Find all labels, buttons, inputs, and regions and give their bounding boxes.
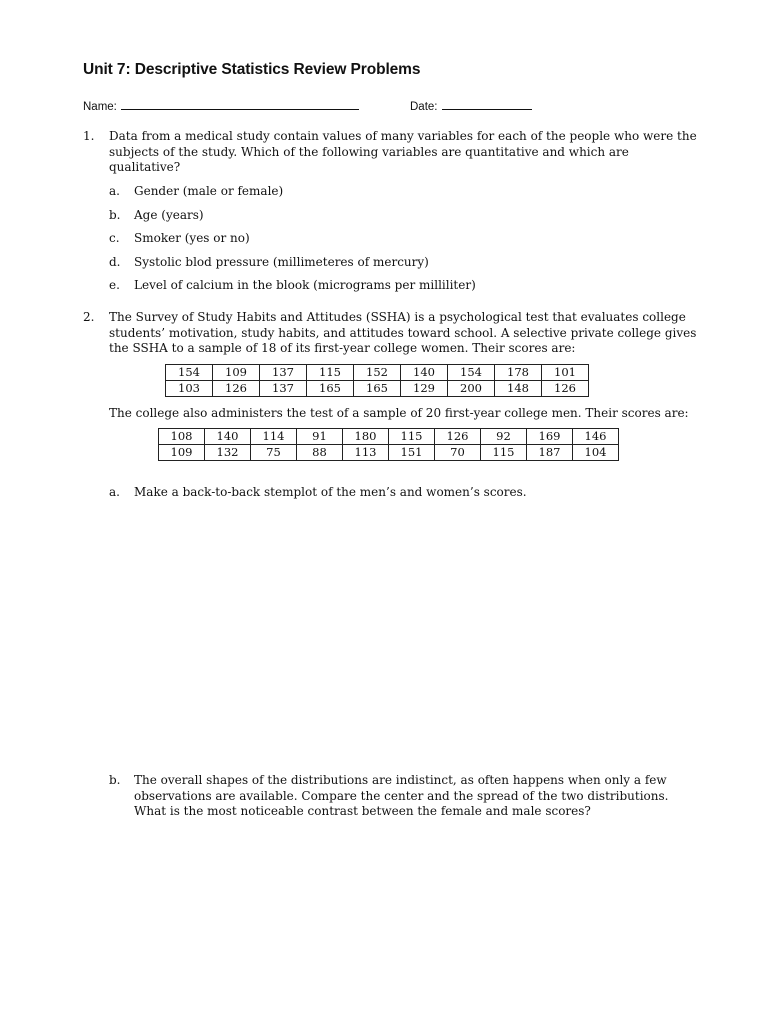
- table-cell: 187: [527, 445, 573, 461]
- table-row: [159, 445, 619, 461]
- table-cell: 126: [435, 429, 481, 445]
- item-letter: a.: [109, 184, 120, 198]
- question-text: Data from a medical study contain values of many variables for each of the people who were the subjects of the study. Which of the following variables are quantitative and which are qualitative?: [109, 129, 697, 174]
- item-letter: a.: [109, 485, 120, 499]
- table-cell: 126: [542, 381, 589, 397]
- table-cell: 200: [448, 381, 495, 397]
- q2-item-b: [109, 773, 689, 820]
- item-letter: e.: [109, 278, 120, 292]
- table-cell: 154: [448, 365, 495, 381]
- men-intro-text: The college also administers the test of a sample of 20 first-year college men. Their scores are:: [109, 406, 689, 420]
- item-letter: d.: [109, 255, 121, 269]
- table-cell: 113: [343, 445, 389, 461]
- table-cell: 109: [159, 445, 205, 461]
- question-number: 2.: [83, 310, 95, 324]
- item-text: Smoker (yes or no): [134, 231, 250, 245]
- table-cell: 101: [542, 365, 589, 381]
- table-cell: 178: [495, 365, 542, 381]
- table-cell: 137: [260, 365, 307, 381]
- table-row: [159, 429, 619, 445]
- table-cell: 103: [166, 381, 213, 397]
- date-field: [410, 98, 532, 113]
- table-cell: 92: [481, 429, 527, 445]
- table-cell: 165: [354, 381, 401, 397]
- table-cell: 152: [354, 365, 401, 381]
- table-cell: 70: [435, 445, 481, 461]
- table-cell: 88: [297, 445, 343, 461]
- table-cell: 151: [389, 445, 435, 461]
- item-letter: c.: [109, 231, 120, 245]
- table-cell: 154: [166, 365, 213, 381]
- table-cell: 148: [495, 381, 542, 397]
- table-row: [166, 365, 589, 381]
- table-cell: 115: [481, 445, 527, 461]
- item-text: Make a back-to-back stemplot of the men’s and women’s scores.: [134, 485, 527, 499]
- item-text: Level of calcium in the blook (micrograms per milliliter): [134, 278, 476, 292]
- question-2: [83, 310, 703, 357]
- table-cell: 115: [307, 365, 354, 381]
- table-cell: 140: [205, 429, 251, 445]
- table-cell: 129: [401, 381, 448, 397]
- table-cell: 137: [260, 381, 307, 397]
- name-blank-line[interactable]: [121, 98, 359, 110]
- item-text: Gender (male or female): [134, 184, 284, 198]
- item-text: Systolic blod pressure (millimeteres of mercury): [134, 255, 429, 269]
- name-field: [83, 98, 359, 113]
- table-cell: 140: [401, 365, 448, 381]
- table-cell: 169: [527, 429, 573, 445]
- men-scores-table: [158, 428, 619, 461]
- name-label: Name:: [83, 101, 117, 113]
- item-text: Age (years): [134, 208, 204, 222]
- table-cell: 114: [251, 429, 297, 445]
- table-cell: 180: [343, 429, 389, 445]
- date-label: Date:: [410, 101, 438, 113]
- women-scores-table: [165, 364, 589, 397]
- table-cell: 126: [213, 381, 260, 397]
- table-cell: 104: [573, 445, 619, 461]
- table-cell: 109: [213, 365, 260, 381]
- question-text: The Survey of Study Habits and Attitudes (SSHA) is a psychological test that evaluates college students’ motivation, study habits, and attitudes toward school. A selective private college gives the SSHA to a sample of 18 of its first-year college women. Their scores are:: [109, 310, 697, 355]
- table-cell: 108: [159, 429, 205, 445]
- item-letter: b.: [109, 773, 121, 787]
- table-cell: 115: [389, 429, 435, 445]
- item-letter: b.: [109, 208, 121, 222]
- page-title: Unit 7: Descriptive Statistics Review Problems: [83, 61, 421, 78]
- table-cell: 91: [297, 429, 343, 445]
- table-cell: 132: [205, 445, 251, 461]
- item-text: The overall shapes of the distributions are indistinct, as often happens when only a few observations are available. Compare the center and the spread of the two distributions. What is the most noticeable contrast between the female and male scores?: [134, 773, 669, 818]
- date-blank-line[interactable]: [442, 98, 532, 110]
- table-cell: 165: [307, 381, 354, 397]
- table-cell: 75: [251, 445, 297, 461]
- question-number: 1.: [83, 129, 95, 143]
- table-cell: 146: [573, 429, 619, 445]
- question-1: [83, 129, 703, 176]
- table-row: [166, 381, 589, 397]
